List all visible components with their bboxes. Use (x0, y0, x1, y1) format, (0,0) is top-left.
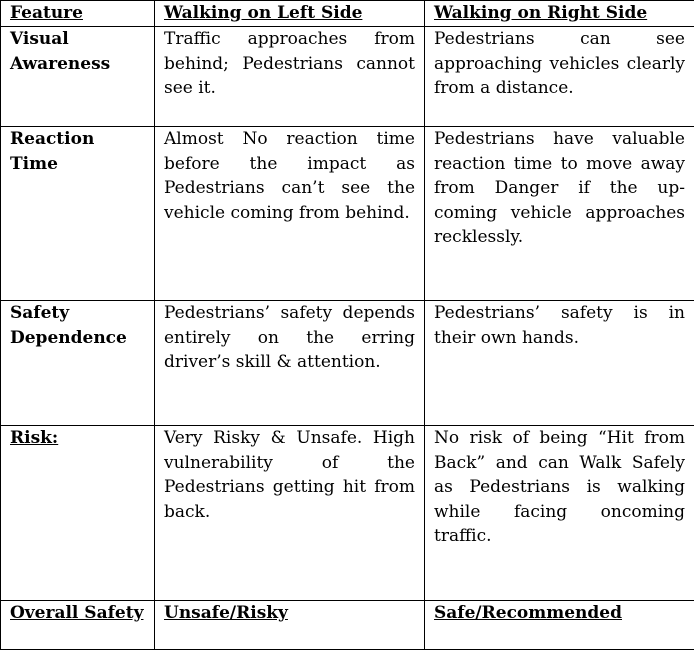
feature-cell: Reaction Time (1, 127, 155, 301)
right-side-cell: Pedestrians can see approaching vehicles clearly from a distance. (425, 27, 694, 127)
header-left-side: Walking on Left Side (155, 1, 425, 27)
table-row (1, 27, 694, 127)
table-row (1, 127, 694, 301)
header-right-side: Walking on Right Side (425, 1, 694, 27)
right-side-cell: Pedestrians’ safety is in their own hands. (425, 301, 694, 426)
left-side-verdict: Unsafe/Risky (155, 601, 425, 650)
feature-cell: Safety Dependence (1, 301, 155, 426)
right-side-verdict: Safe/Recommended (425, 601, 694, 650)
right-side-cell: No risk of being “Hit from Back” and can Walk Safely as Pedestrians is walking while facing oncoming traffic. (425, 426, 694, 601)
left-side-cell: Very Risky & Unsafe. High vulnerability of the Pedestrians getting hit from back. (155, 426, 425, 601)
header-feature: Feature (1, 1, 155, 27)
feature-cell: Overall Safety (1, 601, 155, 650)
table-row (1, 601, 694, 650)
left-side-cell: Almost No reaction time before the impact as Pedestrians can’t see the vehicle coming from behind. (155, 127, 425, 301)
header-row (1, 1, 694, 27)
left-side-cell: Traffic approaches from behind; Pedestrians cannot see it. (155, 27, 425, 127)
table-row (1, 426, 694, 601)
feature-cell: Visual Awareness (1, 27, 155, 127)
right-side-cell: Pedestrians have valuable reaction time to move away from Danger if the up-coming vehicle approaches recklessly. (425, 127, 694, 301)
left-side-cell: Pedestrians’ safety depends entirely on the erring driver’s skill & attention. (155, 301, 425, 426)
feature-cell: Risk: (1, 426, 155, 601)
table-row (1, 301, 694, 426)
